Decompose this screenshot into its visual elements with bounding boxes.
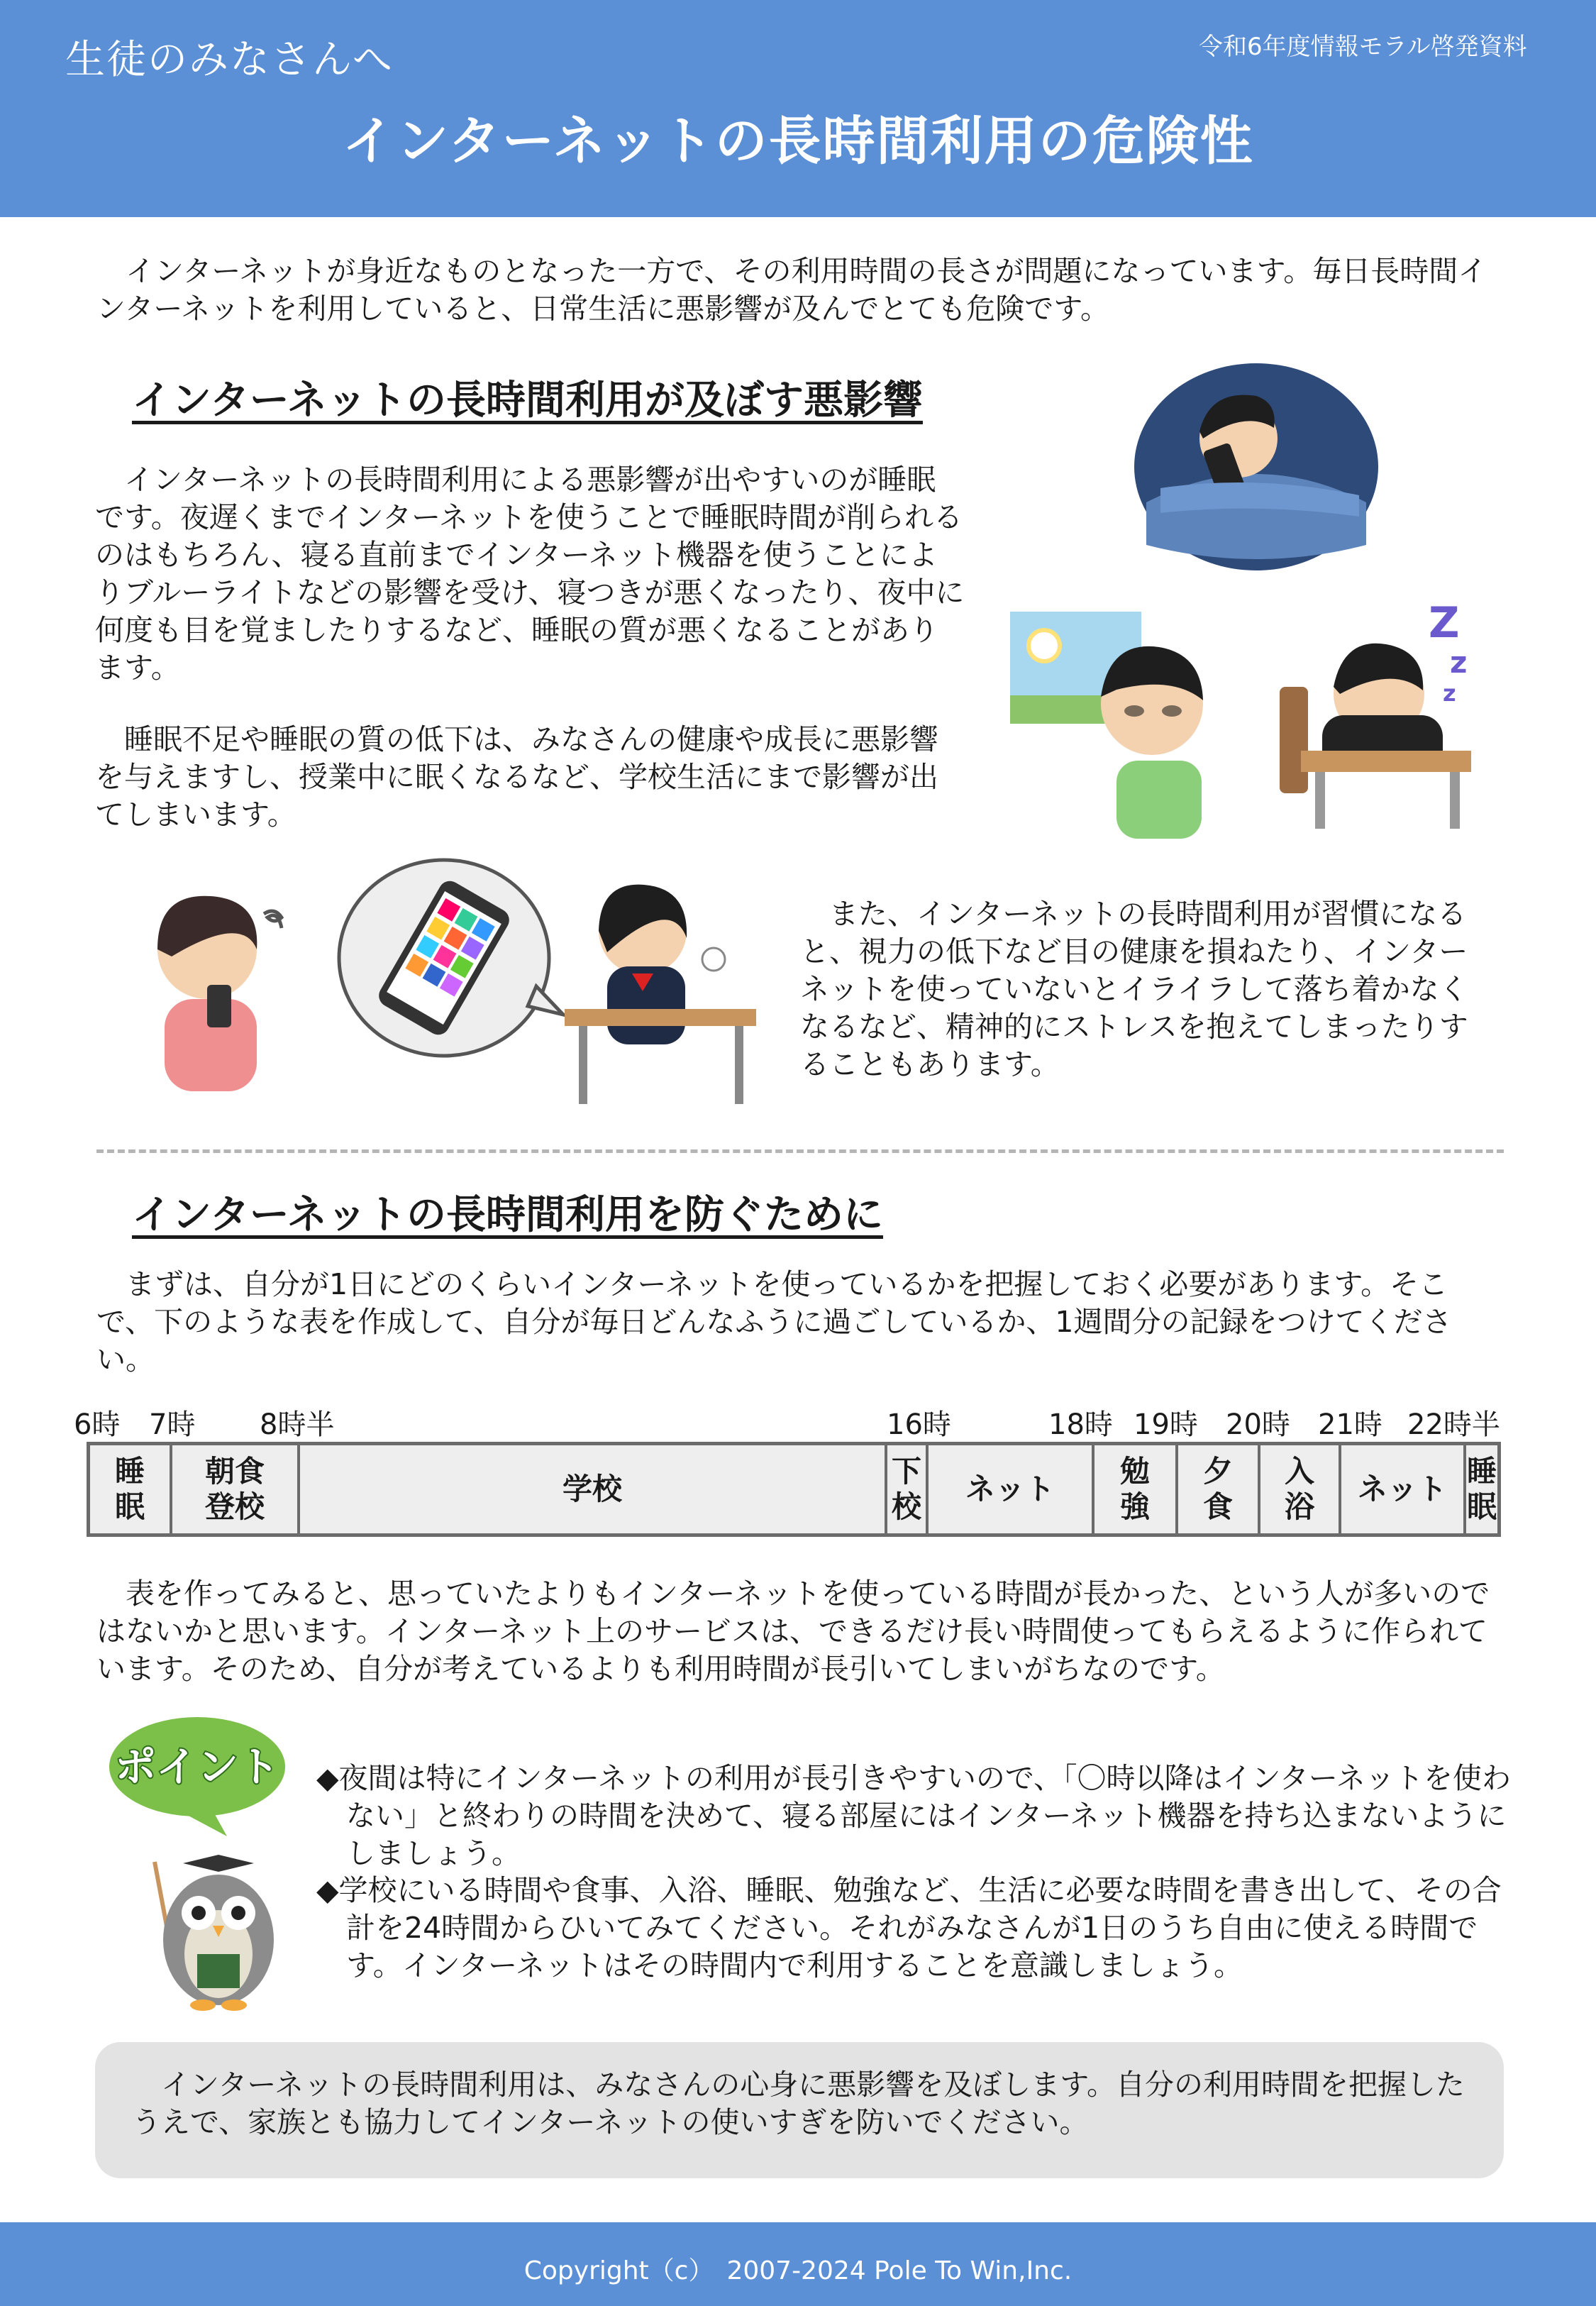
tired-student-illustration — [565, 867, 760, 1108]
time-label: 21時 — [1318, 1408, 1382, 1441]
desk-sleep-illustration — [1273, 595, 1497, 836]
time-label: 18時 — [1048, 1408, 1113, 1441]
audience-label: 生徒のみなさんへ — [65, 37, 394, 83]
copyright-text: Copyright（c） 2007-2024 Pole To Win,Inc. — [523, 2256, 1073, 2285]
summary-box — [95, 2042, 1504, 2178]
schedule-cell: 夕食 — [1178, 1445, 1260, 1533]
section2-title: インターネットの長時間利用を防ぐために — [132, 1192, 883, 1238]
schedule-cell: 入浴 — [1260, 1445, 1341, 1533]
daily-schedule-table — [87, 1442, 1501, 1537]
night-phone-illustration — [1132, 360, 1380, 573]
schedule-cell: 下校 — [887, 1445, 929, 1533]
summary-text: インターネットの長時間利用は、みなさんの心身に悪影響を及ぼします。自分の利用時間を把握したうえで、家族とも協力してインターネットの使いすぎを防いでください。 — [132, 2068, 1465, 2139]
svg-text:z: z — [1443, 680, 1456, 707]
schedule-cell: 睡眠 — [90, 1445, 172, 1533]
section-divider — [96, 1149, 1504, 1153]
page-title: インターネットの長時間利用の危険性 — [342, 111, 1254, 172]
section1-paragraph-health: 睡眠不足や睡眠の質の低下は、みなさんの健康や成長に悪影響を与えますし、授業中に眠くなるなど、学校生活にまで影響が出てしまいます。 — [95, 722, 938, 832]
section2-paragraph-record: まずは、自分が1日にどのくらいインターネットを使っているかを把握しておく必要があります。そこで、下のような表を作成して、自分が毎日どんなふうに過ごしているか、1週間分の記録をつけてください。 — [96, 1267, 1452, 1377]
sleepy-boy-illustration — [1010, 612, 1230, 839]
schedule-cell: ネット — [929, 1445, 1095, 1533]
time-label: 8時半 — [260, 1408, 335, 1441]
svg-text:Z: Z — [1429, 598, 1460, 648]
time-label: 6時 — [74, 1408, 121, 1441]
smartphone-bubble-illustration — [338, 859, 563, 1059]
section2-paragraph-usage: 表を作ってみると、思っていたよりもインターネットを使っている時間が長かった、という人が多いのではないかと思います。インターネット上のサービスは、できるだけ長い時間使ってもらえるように作られています。そのため、自分が考えているよりも利用時間が長引いてしまいがちなのです。 — [96, 1577, 1490, 1686]
time-label: 20時 — [1226, 1408, 1290, 1441]
owl-teacher-icon — [148, 1848, 282, 2011]
point-badge-icon — [106, 1716, 291, 1836]
schedule-cell: 勉強 — [1095, 1445, 1178, 1533]
intro-paragraph: インターネットが身近なものとなった一方で、その利用時間の長さが問題になっています。毎日長時間インターネットを利用していると、日常生活に悪影響が及んでとても危険です。 — [96, 254, 1487, 326]
schedule-cell: 朝食登校 — [172, 1445, 300, 1533]
eye-strain-girl-illustration — [143, 878, 306, 1091]
svg-text:z: z — [1450, 645, 1468, 680]
schedule-cell: 睡眠 — [1467, 1454, 1497, 1524]
header-note: 令和6年度情報モラル啓発資料 — [1199, 33, 1527, 61]
time-label: 16時 — [887, 1408, 951, 1441]
time-label: 7時 — [149, 1408, 196, 1441]
section1-paragraph-sleep: インターネットの長時間利用による悪影響が出やすいのが睡眠です。夜遅くまでインターネットを使うことで睡眠時間が削られるのはもちろん、寝る直前までインターネット機器を使うことによりブルーライトなどの影響を受け、寝つきが悪くなったり、夜中に何度も目を覚ましたりするなど、睡眠の質が悪くなることがあります。 — [95, 463, 965, 685]
section1-title: インターネットの長時間利用が及ぼす悪影響 — [132, 377, 923, 424]
time-label: 22時半 — [1407, 1408, 1500, 1441]
schedule-cell: 学校 — [300, 1445, 887, 1533]
time-label: 19時 — [1134, 1408, 1198, 1441]
section1-paragraph-stress: また、インターネットの長時間利用が習慣になると、視力の低下など目の健康を損ねたり、インターネットを使っていないとイライラして落ち着かなくなるなど、精神的にストレスを抱えてしまったりすることもあります。 — [800, 897, 1468, 1081]
point-bullet-free-time: ◆学校にいる時間や食事、入浴、睡眠、勉強など、生活に必要な時間を書き出して、その合計を24時間からひいてみてください。それがみなさんが1日のうち自由に使える時間です。インターネットはその時間内で利用することを意識しましょう。 — [316, 1873, 1502, 1982]
schedule-cell: ネット — [1341, 1445, 1466, 1533]
point-bullet-night-limit: ◆夜間は特にインターネットの利用が長引きやすいので、「〇時以降はインターネットを使わない」と終わりの時間を決めて、寝る部屋にはインターネット機器を持ち込まないようにしましょう。 — [316, 1761, 1511, 1870]
point-badge-label: ポイント — [114, 1743, 280, 1791]
